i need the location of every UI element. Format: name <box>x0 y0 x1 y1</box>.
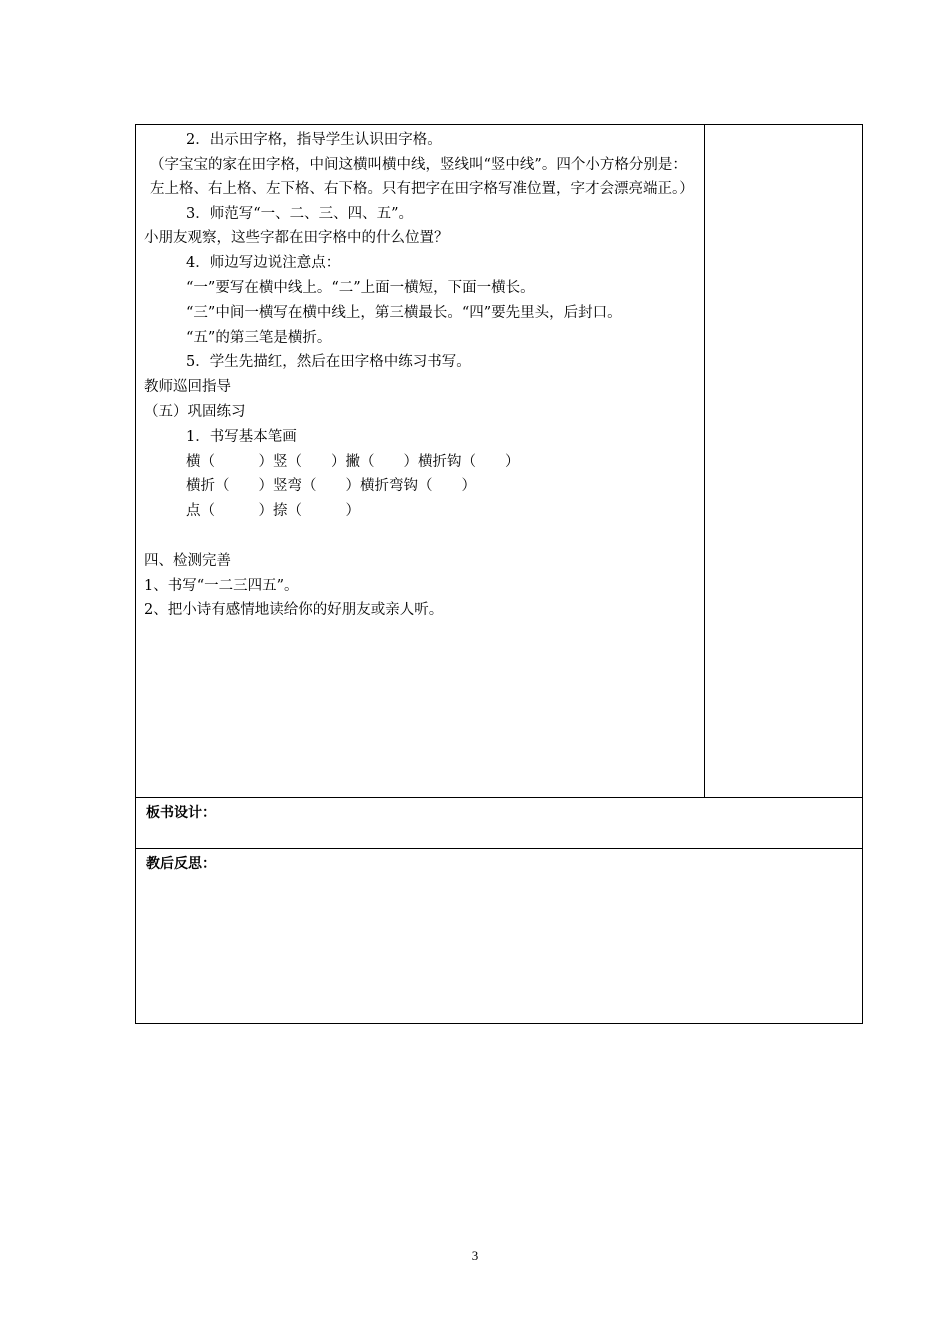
text-line: 1、书写“一二三四五”。 <box>144 577 299 594</box>
text-line: 点（ ）捺（ ） <box>186 503 360 520</box>
text-line: 2．出示田字格，指导学生认识田字格。 <box>186 132 442 148</box>
text-line: 4．师边写边说注意点： <box>186 255 341 272</box>
lesson-plan-table <box>135 124 863 1024</box>
lesson-row <box>136 125 863 798</box>
text-line: “三”中间一横写在横中线上，第三横最长。“四”要先里头，后封口。 <box>186 304 622 321</box>
text-line: 教师巡回指导 <box>144 379 231 396</box>
text-line: “一”要写在横中线上。“二”上面一横短，下面一横长。 <box>186 280 535 296</box>
reflection-row <box>136 849 863 1024</box>
page-number: 3 <box>471 1248 479 1263</box>
text-line: 2、把小诗有感情地读给你的好朋友或亲人听。 <box>144 602 444 619</box>
board-design-cell <box>136 798 863 849</box>
text-line: 横（ ）竖（ ）撇（ ）横折钩（ ） <box>186 453 520 470</box>
text-line: 3．师范写“一、二、三、四、五”。 <box>186 205 414 222</box>
reflection-label: 教后反思： <box>146 856 216 872</box>
side-notes-cell <box>705 125 863 798</box>
text-line: 横折（ ）竖弯（ ）横折弯钩（ ） <box>186 478 476 495</box>
blank-line <box>144 524 698 549</box>
text-line: 5．学生先描红，然后在田字格中练习书写。 <box>186 354 471 371</box>
text-line: 四、检测完善 <box>144 552 231 569</box>
lesson-content <box>136 125 704 623</box>
text-line: （五）巩固练习 <box>144 403 246 420</box>
text-line: 小朋友观察，这些字都在田字格中的什么位置？ <box>144 230 449 247</box>
reflection-cell <box>136 849 863 1024</box>
lesson-content-cell <box>136 125 705 798</box>
text-paragraph: （字宝宝的家在田字格，中间这横叫横中线，竖线叫“竖中线”。四个小方格分别是：左上格、右上格、左下格、右下格。只有把字在田字格写准位置，字才会漂亮端正。） <box>150 156 694 198</box>
board-design-row <box>136 798 863 849</box>
text-line: 1．书写基本笔画 <box>186 428 297 445</box>
text-line: “五”的第三笔是横折。 <box>186 329 332 346</box>
board-design-label: 板书设计： <box>146 805 216 821</box>
